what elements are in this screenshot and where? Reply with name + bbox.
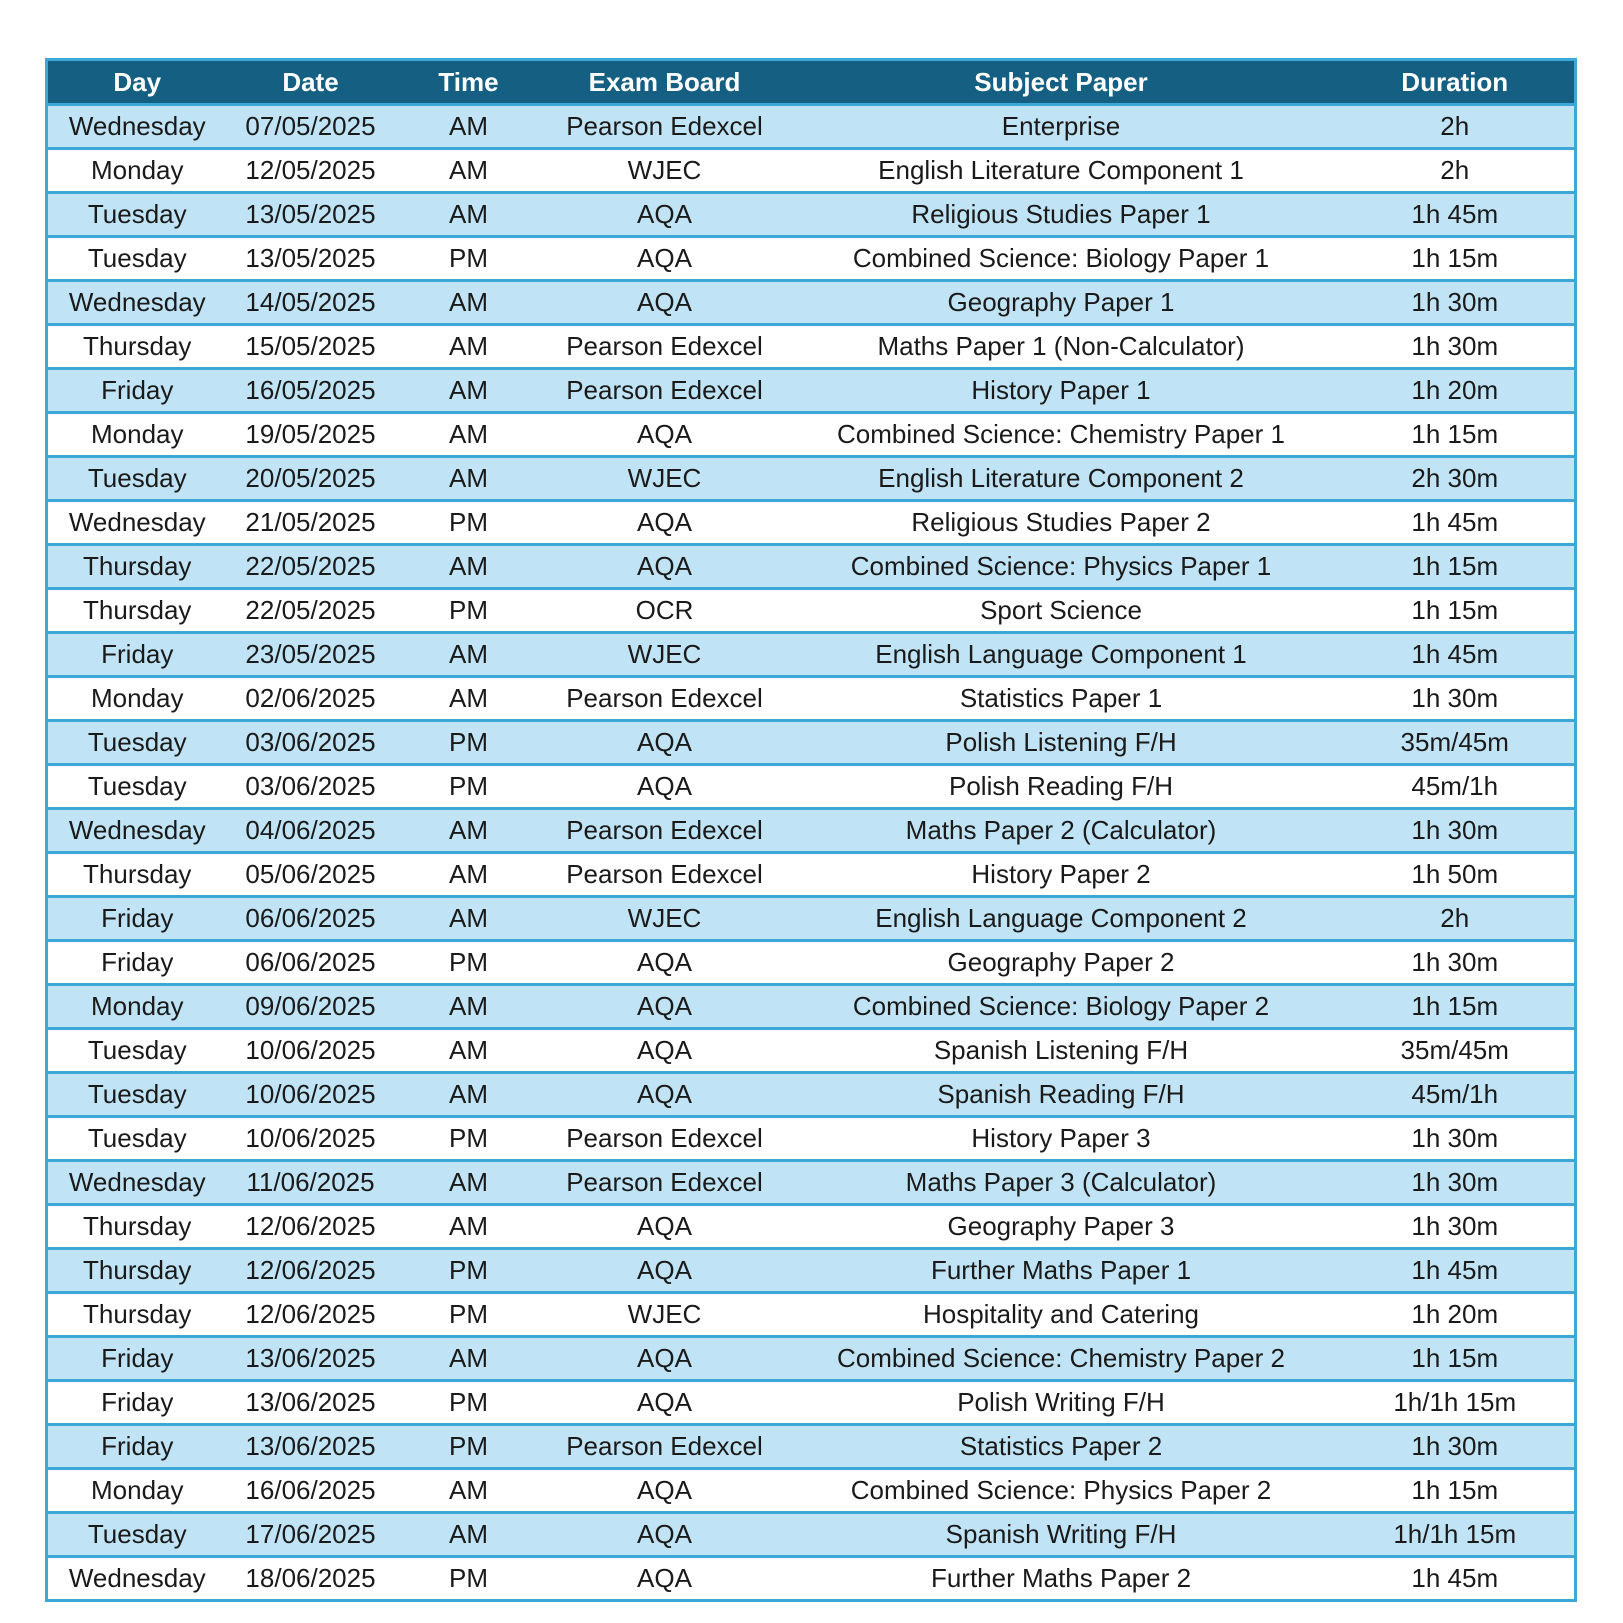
cell-exam-board: WJEC [543, 149, 787, 193]
table-row [47, 765, 1576, 809]
cell-day: Tuesday [47, 765, 227, 809]
cell-subject-paper: Religious Studies Paper 1 [787, 193, 1336, 237]
cell-duration: 1h 30m [1336, 1161, 1576, 1205]
cell-subject-paper: Combined Science: Chemistry Paper 2 [787, 1337, 1336, 1381]
cell-exam-board: Pearson Edexcel [543, 1117, 787, 1161]
cell-duration: 1h 30m [1336, 1205, 1576, 1249]
cell-day: Wednesday [47, 1557, 227, 1601]
cell-day: Tuesday [47, 721, 227, 765]
cell-subject-paper: Polish Reading F/H [787, 765, 1336, 809]
cell-duration: 1h 30m [1336, 1117, 1576, 1161]
table-row [47, 237, 1576, 281]
cell-subject-paper: Maths Paper 3 (Calculator) [787, 1161, 1336, 1205]
cell-duration: 1h 45m [1336, 1557, 1576, 1601]
cell-subject-paper: Combined Science: Biology Paper 1 [787, 237, 1336, 281]
cell-date: 13/05/2025 [227, 237, 395, 281]
cell-exam-board: AQA [543, 281, 787, 325]
cell-duration: 1h 30m [1336, 325, 1576, 369]
table-row [47, 985, 1576, 1029]
cell-exam-board: WJEC [543, 897, 787, 941]
cell-time: AM [395, 1073, 543, 1117]
cell-duration: 1h/1h 15m [1336, 1513, 1576, 1557]
cell-day: Thursday [47, 545, 227, 589]
cell-time: PM [395, 721, 543, 765]
cell-day: Thursday [47, 325, 227, 369]
cell-duration: 1h 30m [1336, 281, 1576, 325]
cell-time: PM [395, 1117, 543, 1161]
cell-time: AM [395, 985, 543, 1029]
cell-date: 22/05/2025 [227, 589, 395, 633]
cell-exam-board: WJEC [543, 1293, 787, 1337]
cell-exam-board: AQA [543, 413, 787, 457]
cell-exam-board: AQA [543, 237, 787, 281]
cell-duration: 35m/45m [1336, 721, 1576, 765]
cell-duration: 1h 45m [1336, 193, 1576, 237]
table-row [47, 1205, 1576, 1249]
cell-duration: 1h 45m [1336, 501, 1576, 545]
cell-duration: 2h [1336, 149, 1576, 193]
table-row [47, 369, 1576, 413]
cell-date: 23/05/2025 [227, 633, 395, 677]
cell-date: 10/06/2025 [227, 1073, 395, 1117]
cell-day: Tuesday [47, 1513, 227, 1557]
cell-date: 12/06/2025 [227, 1293, 395, 1337]
cell-day: Monday [47, 149, 227, 193]
table-row [47, 1029, 1576, 1073]
cell-duration: 1h 15m [1336, 237, 1576, 281]
header-subject-paper: Subject Paper [787, 60, 1336, 105]
cell-duration: 1h 15m [1336, 1469, 1576, 1513]
cell-time: AM [395, 809, 543, 853]
cell-exam-board: AQA [543, 1337, 787, 1381]
cell-day: Thursday [47, 1249, 227, 1293]
cell-duration: 35m/45m [1336, 1029, 1576, 1073]
cell-duration: 1h 50m [1336, 853, 1576, 897]
cell-duration: 1h 15m [1336, 1337, 1576, 1381]
cell-subject-paper: Geography Paper 1 [787, 281, 1336, 325]
header-date: Date [227, 60, 395, 105]
table-row [47, 281, 1576, 325]
timetable-body [47, 105, 1576, 1601]
cell-exam-board: WJEC [543, 457, 787, 501]
cell-day: Tuesday [47, 457, 227, 501]
cell-duration: 1h 30m [1336, 1425, 1576, 1469]
cell-date: 07/05/2025 [227, 105, 395, 149]
cell-duration: 1h 45m [1336, 633, 1576, 677]
cell-time: AM [395, 281, 543, 325]
cell-exam-board: AQA [543, 1513, 787, 1557]
cell-exam-board: AQA [543, 1073, 787, 1117]
cell-exam-board: AQA [543, 545, 787, 589]
cell-duration: 1h 30m [1336, 677, 1576, 721]
cell-date: 03/06/2025 [227, 721, 395, 765]
cell-exam-board: AQA [543, 985, 787, 1029]
cell-date: 16/06/2025 [227, 1469, 395, 1513]
cell-date: 11/06/2025 [227, 1161, 395, 1205]
cell-time: AM [395, 457, 543, 501]
cell-date: 18/06/2025 [227, 1557, 395, 1601]
cell-day: Friday [47, 633, 227, 677]
cell-time: AM [395, 853, 543, 897]
table-row [47, 721, 1576, 765]
table-row [47, 149, 1576, 193]
cell-subject-paper: Spanish Listening F/H [787, 1029, 1336, 1073]
cell-subject-paper: Religious Studies Paper 2 [787, 501, 1336, 545]
header-day: Day [47, 60, 227, 105]
cell-subject-paper: Combined Science: Chemistry Paper 1 [787, 413, 1336, 457]
cell-duration: 2h [1336, 897, 1576, 941]
cell-duration: 1h 30m [1336, 941, 1576, 985]
cell-subject-paper: History Paper 2 [787, 853, 1336, 897]
cell-day: Tuesday [47, 193, 227, 237]
cell-subject-paper: Spanish Writing F/H [787, 1513, 1336, 1557]
header-duration: Duration [1336, 60, 1576, 105]
table-row [47, 1557, 1576, 1601]
cell-date: 02/06/2025 [227, 677, 395, 721]
cell-day: Friday [47, 1381, 227, 1425]
cell-time: AM [395, 633, 543, 677]
table-row [47, 105, 1576, 149]
cell-subject-paper: Further Maths Paper 1 [787, 1249, 1336, 1293]
cell-day: Monday [47, 1469, 227, 1513]
cell-day: Wednesday [47, 281, 227, 325]
cell-exam-board: AQA [543, 1205, 787, 1249]
cell-date: 13/05/2025 [227, 193, 395, 237]
cell-subject-paper: Statistics Paper 2 [787, 1425, 1336, 1469]
cell-date: 20/05/2025 [227, 457, 395, 501]
cell-duration: 1h 15m [1336, 545, 1576, 589]
cell-time: AM [395, 1029, 543, 1073]
cell-subject-paper: English Language Component 2 [787, 897, 1336, 941]
cell-time: AM [395, 545, 543, 589]
table-row [47, 1469, 1576, 1513]
cell-exam-board: Pearson Edexcel [543, 1161, 787, 1205]
cell-date: 10/06/2025 [227, 1117, 395, 1161]
table-row [47, 1117, 1576, 1161]
cell-exam-board: AQA [543, 1557, 787, 1601]
cell-subject-paper: Spanish Reading F/H [787, 1073, 1336, 1117]
cell-date: 14/05/2025 [227, 281, 395, 325]
cell-time: AM [395, 325, 543, 369]
cell-exam-board: OCR [543, 589, 787, 633]
table-row [47, 1073, 1576, 1117]
cell-duration: 1h 45m [1336, 1249, 1576, 1293]
cell-subject-paper: English Literature Component 1 [787, 149, 1336, 193]
cell-subject-paper: Hospitality and Catering [787, 1293, 1336, 1337]
cell-date: 21/05/2025 [227, 501, 395, 545]
table-row [47, 457, 1576, 501]
table-row [47, 1293, 1576, 1337]
cell-date: 13/06/2025 [227, 1425, 395, 1469]
cell-time: AM [395, 1161, 543, 1205]
cell-subject-paper: Combined Science: Physics Paper 2 [787, 1469, 1336, 1513]
cell-duration: 1h/1h 15m [1336, 1381, 1576, 1425]
cell-duration: 1h 15m [1336, 413, 1576, 457]
cell-exam-board: AQA [543, 501, 787, 545]
cell-duration: 45m/1h [1336, 1073, 1576, 1117]
cell-time: AM [395, 1337, 543, 1381]
cell-exam-board: AQA [543, 193, 787, 237]
cell-subject-paper: Maths Paper 1 (Non-Calculator) [787, 325, 1336, 369]
cell-day: Thursday [47, 1205, 227, 1249]
cell-time: PM [395, 589, 543, 633]
cell-exam-board: AQA [543, 721, 787, 765]
cell-day: Monday [47, 677, 227, 721]
header-row [47, 60, 1576, 105]
cell-subject-paper: Sport Science [787, 589, 1336, 633]
table-row [47, 1381, 1576, 1425]
cell-subject-paper: English Language Component 1 [787, 633, 1336, 677]
cell-subject-paper: History Paper 3 [787, 1117, 1336, 1161]
cell-day: Thursday [47, 853, 227, 897]
cell-date: 22/05/2025 [227, 545, 395, 589]
cell-date: 05/06/2025 [227, 853, 395, 897]
cell-day: Wednesday [47, 1161, 227, 1205]
cell-time: PM [395, 1249, 543, 1293]
cell-subject-paper: Enterprise [787, 105, 1336, 149]
cell-date: 12/06/2025 [227, 1205, 395, 1249]
cell-day: Thursday [47, 589, 227, 633]
cell-time: PM [395, 237, 543, 281]
cell-duration: 1h 15m [1336, 985, 1576, 1029]
cell-date: 06/06/2025 [227, 897, 395, 941]
table-row [47, 941, 1576, 985]
cell-time: PM [395, 1425, 543, 1469]
header-exam-board: Exam Board [543, 60, 787, 105]
cell-day: Monday [47, 413, 227, 457]
cell-date: 10/06/2025 [227, 1029, 395, 1073]
cell-time: AM [395, 149, 543, 193]
table-row [47, 501, 1576, 545]
cell-subject-paper: Maths Paper 2 (Calculator) [787, 809, 1336, 853]
table-row [47, 413, 1576, 457]
cell-exam-board: Pearson Edexcel [543, 853, 787, 897]
cell-day: Tuesday [47, 1029, 227, 1073]
cell-exam-board: AQA [543, 1029, 787, 1073]
cell-time: AM [395, 369, 543, 413]
cell-duration: 45m/1h [1336, 765, 1576, 809]
cell-day: Wednesday [47, 501, 227, 545]
cell-duration: 1h 20m [1336, 1293, 1576, 1337]
cell-time: PM [395, 765, 543, 809]
cell-time: AM [395, 897, 543, 941]
cell-duration: 2h [1336, 105, 1576, 149]
cell-subject-paper: Geography Paper 3 [787, 1205, 1336, 1249]
cell-date: 12/06/2025 [227, 1249, 395, 1293]
cell-subject-paper: History Paper 1 [787, 369, 1336, 413]
cell-exam-board: AQA [543, 1249, 787, 1293]
cell-date: 13/06/2025 [227, 1381, 395, 1425]
cell-day: Friday [47, 1425, 227, 1469]
cell-duration: 2h 30m [1336, 457, 1576, 501]
cell-day: Thursday [47, 1293, 227, 1337]
cell-day: Tuesday [47, 1073, 227, 1117]
cell-date: 04/06/2025 [227, 809, 395, 853]
cell-time: PM [395, 501, 543, 545]
cell-exam-board: Pearson Edexcel [543, 1425, 787, 1469]
cell-time: AM [395, 1513, 543, 1557]
table-row [47, 589, 1576, 633]
cell-exam-board: Pearson Edexcel [543, 677, 787, 721]
cell-day: Tuesday [47, 1117, 227, 1161]
table-row [47, 1249, 1576, 1293]
table-row [47, 1513, 1576, 1557]
cell-exam-board: AQA [543, 941, 787, 985]
table-row [47, 809, 1576, 853]
cell-day: Friday [47, 1337, 227, 1381]
cell-time: PM [395, 941, 543, 985]
table-row [47, 1425, 1576, 1469]
cell-subject-paper: Further Maths Paper 2 [787, 1557, 1336, 1601]
table-row [47, 193, 1576, 237]
cell-day: Friday [47, 897, 227, 941]
cell-exam-board: Pearson Edexcel [543, 105, 787, 149]
cell-subject-paper: Polish Listening F/H [787, 721, 1336, 765]
table-row [47, 853, 1576, 897]
cell-subject-paper: Combined Science: Biology Paper 2 [787, 985, 1336, 1029]
cell-exam-board: Pearson Edexcel [543, 809, 787, 853]
cell-subject-paper: Combined Science: Physics Paper 1 [787, 545, 1336, 589]
cell-exam-board: AQA [543, 1469, 787, 1513]
cell-time: AM [395, 413, 543, 457]
cell-day: Wednesday [47, 105, 227, 149]
cell-exam-board: AQA [543, 1381, 787, 1425]
cell-day: Monday [47, 985, 227, 1029]
table-row [47, 633, 1576, 677]
table-row [47, 1161, 1576, 1205]
cell-date: 09/06/2025 [227, 985, 395, 1029]
header-time: Time [395, 60, 543, 105]
cell-time: AM [395, 1205, 543, 1249]
cell-duration: 1h 15m [1336, 589, 1576, 633]
cell-exam-board: Pearson Edexcel [543, 325, 787, 369]
table-row [47, 1337, 1576, 1381]
cell-date: 17/06/2025 [227, 1513, 395, 1557]
table-row [47, 325, 1576, 369]
table-row [47, 897, 1576, 941]
cell-date: 03/06/2025 [227, 765, 395, 809]
cell-date: 19/05/2025 [227, 413, 395, 457]
cell-time: PM [395, 1557, 543, 1601]
cell-day: Wednesday [47, 809, 227, 853]
cell-time: PM [395, 1293, 543, 1337]
cell-time: AM [395, 677, 543, 721]
cell-day: Friday [47, 369, 227, 413]
cell-date: 06/06/2025 [227, 941, 395, 985]
cell-duration: 1h 20m [1336, 369, 1576, 413]
cell-subject-paper: Geography Paper 2 [787, 941, 1336, 985]
cell-exam-board: WJEC [543, 633, 787, 677]
table-row [47, 545, 1576, 589]
cell-subject-paper: Polish Writing F/H [787, 1381, 1336, 1425]
cell-date: 15/05/2025 [227, 325, 395, 369]
cell-day: Friday [47, 941, 227, 985]
cell-day: Tuesday [47, 237, 227, 281]
cell-date: 12/05/2025 [227, 149, 395, 193]
cell-time: AM [395, 1469, 543, 1513]
exam-timetable [45, 58, 1577, 1602]
cell-date: 13/06/2025 [227, 1337, 395, 1381]
cell-duration: 1h 30m [1336, 809, 1576, 853]
cell-date: 16/05/2025 [227, 369, 395, 413]
cell-time: AM [395, 193, 543, 237]
cell-time: AM [395, 105, 543, 149]
cell-exam-board: Pearson Edexcel [543, 369, 787, 413]
cell-subject-paper: Statistics Paper 1 [787, 677, 1336, 721]
cell-exam-board: AQA [543, 765, 787, 809]
table-row [47, 677, 1576, 721]
cell-subject-paper: English Literature Component 2 [787, 457, 1336, 501]
cell-time: PM [395, 1381, 543, 1425]
